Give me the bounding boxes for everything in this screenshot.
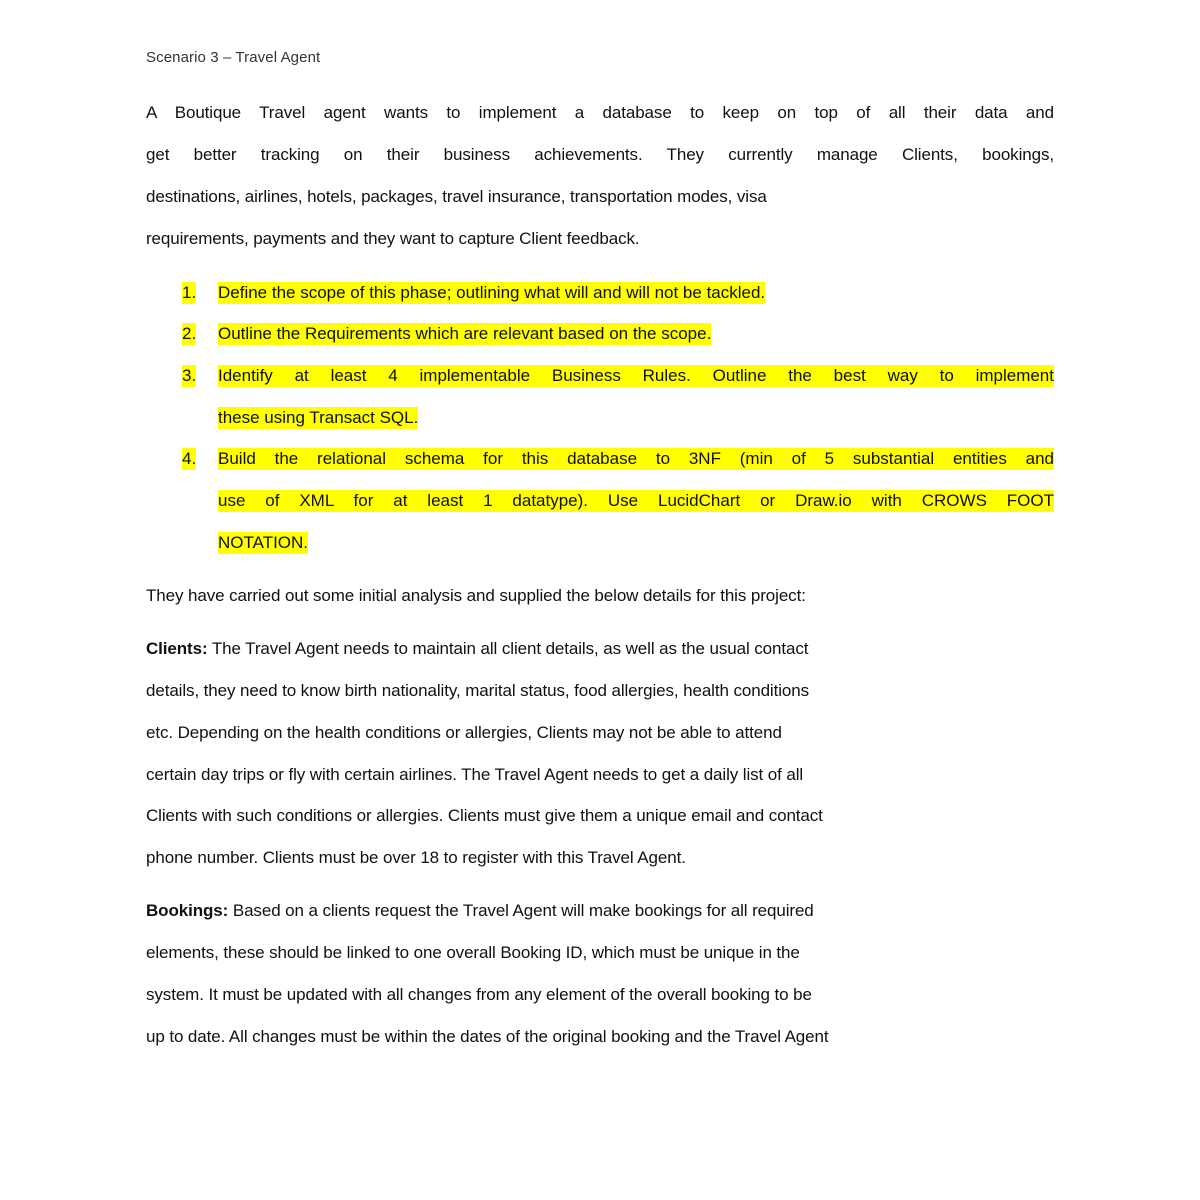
task-number: 2. bbox=[182, 324, 197, 343]
clients-heading: Clients: bbox=[146, 639, 208, 658]
clients-line: details, they need to know birth nationality, marital status, food allergies, health conditions bbox=[146, 681, 810, 700]
task-number: 3. bbox=[182, 366, 197, 385]
clients-first-line bbox=[146, 638, 808, 660]
intro-line: A Boutique Travel agent wants to implement a database to keep on top of all their data and bbox=[146, 103, 1054, 122]
task-number: 1. bbox=[182, 283, 197, 302]
clients-line: phone number. Clients must be over 18 to register with this Travel Agent. bbox=[146, 848, 686, 867]
task-text: use of XML for at least 1 datatype). Use LucidChart or Draw.io with CROWS FOOT bbox=[218, 491, 1054, 510]
bookings-first-line bbox=[146, 900, 814, 922]
analysis-intro: They have carried out some initial analysis and supplied the below details for this project: bbox=[146, 586, 806, 605]
task-text: Build the relational schema for this database to 3NF (min of 5 substantial entities and bbox=[218, 449, 1054, 468]
clients-line: Clients with such conditions or allergies. Clients must give them a unique email and contact bbox=[146, 806, 823, 825]
task-text: NOTATION. bbox=[218, 533, 309, 552]
task-number: 4. bbox=[182, 449, 197, 468]
bookings-line: system. It must be updated with all changes from any element of the overall booking to be bbox=[146, 985, 812, 1004]
task-text: these using Transact SQL. bbox=[218, 408, 419, 427]
intro-line: destinations, airlines, hotels, packages, travel insurance, transportation modes, visa bbox=[146, 187, 767, 206]
bookings-heading: Bookings: bbox=[146, 901, 229, 920]
bookings-text: Based on a clients request the Travel Agent will make bookings for all required bbox=[228, 901, 814, 920]
bookings-line: elements, these should be linked to one overall Booking ID, which must be unique in the bbox=[146, 943, 800, 962]
clients-text: The Travel Agent needs to maintain all client details, as well as the usual contact bbox=[207, 639, 809, 658]
intro-line: requirements, payments and they want to capture Client feedback. bbox=[146, 229, 640, 248]
clients-line: etc. Depending on the health conditions or allergies, Clients may not be able to attend bbox=[146, 723, 782, 742]
intro-line: get better tracking on their business achievements. They currently manage Clients, bookings, bbox=[146, 145, 1054, 164]
task-text: Define the scope of this phase; outlining what will and will not be tackled. bbox=[218, 283, 766, 302]
bookings-line: up to date. All changes must be within the dates of the original booking and the Travel Agent bbox=[146, 1027, 829, 1046]
task-text: Identify at least 4 implementable Business Rules. Outline the best way to implement bbox=[218, 366, 1054, 385]
task-text: Outline the Requirements which are relevant based on the scope. bbox=[218, 324, 712, 343]
page-header-title: Scenario 3 – Travel Agent bbox=[146, 49, 321, 66]
clients-line: certain day trips or fly with certain airlines. The Travel Agent needs to get a daily list of all bbox=[146, 765, 804, 784]
